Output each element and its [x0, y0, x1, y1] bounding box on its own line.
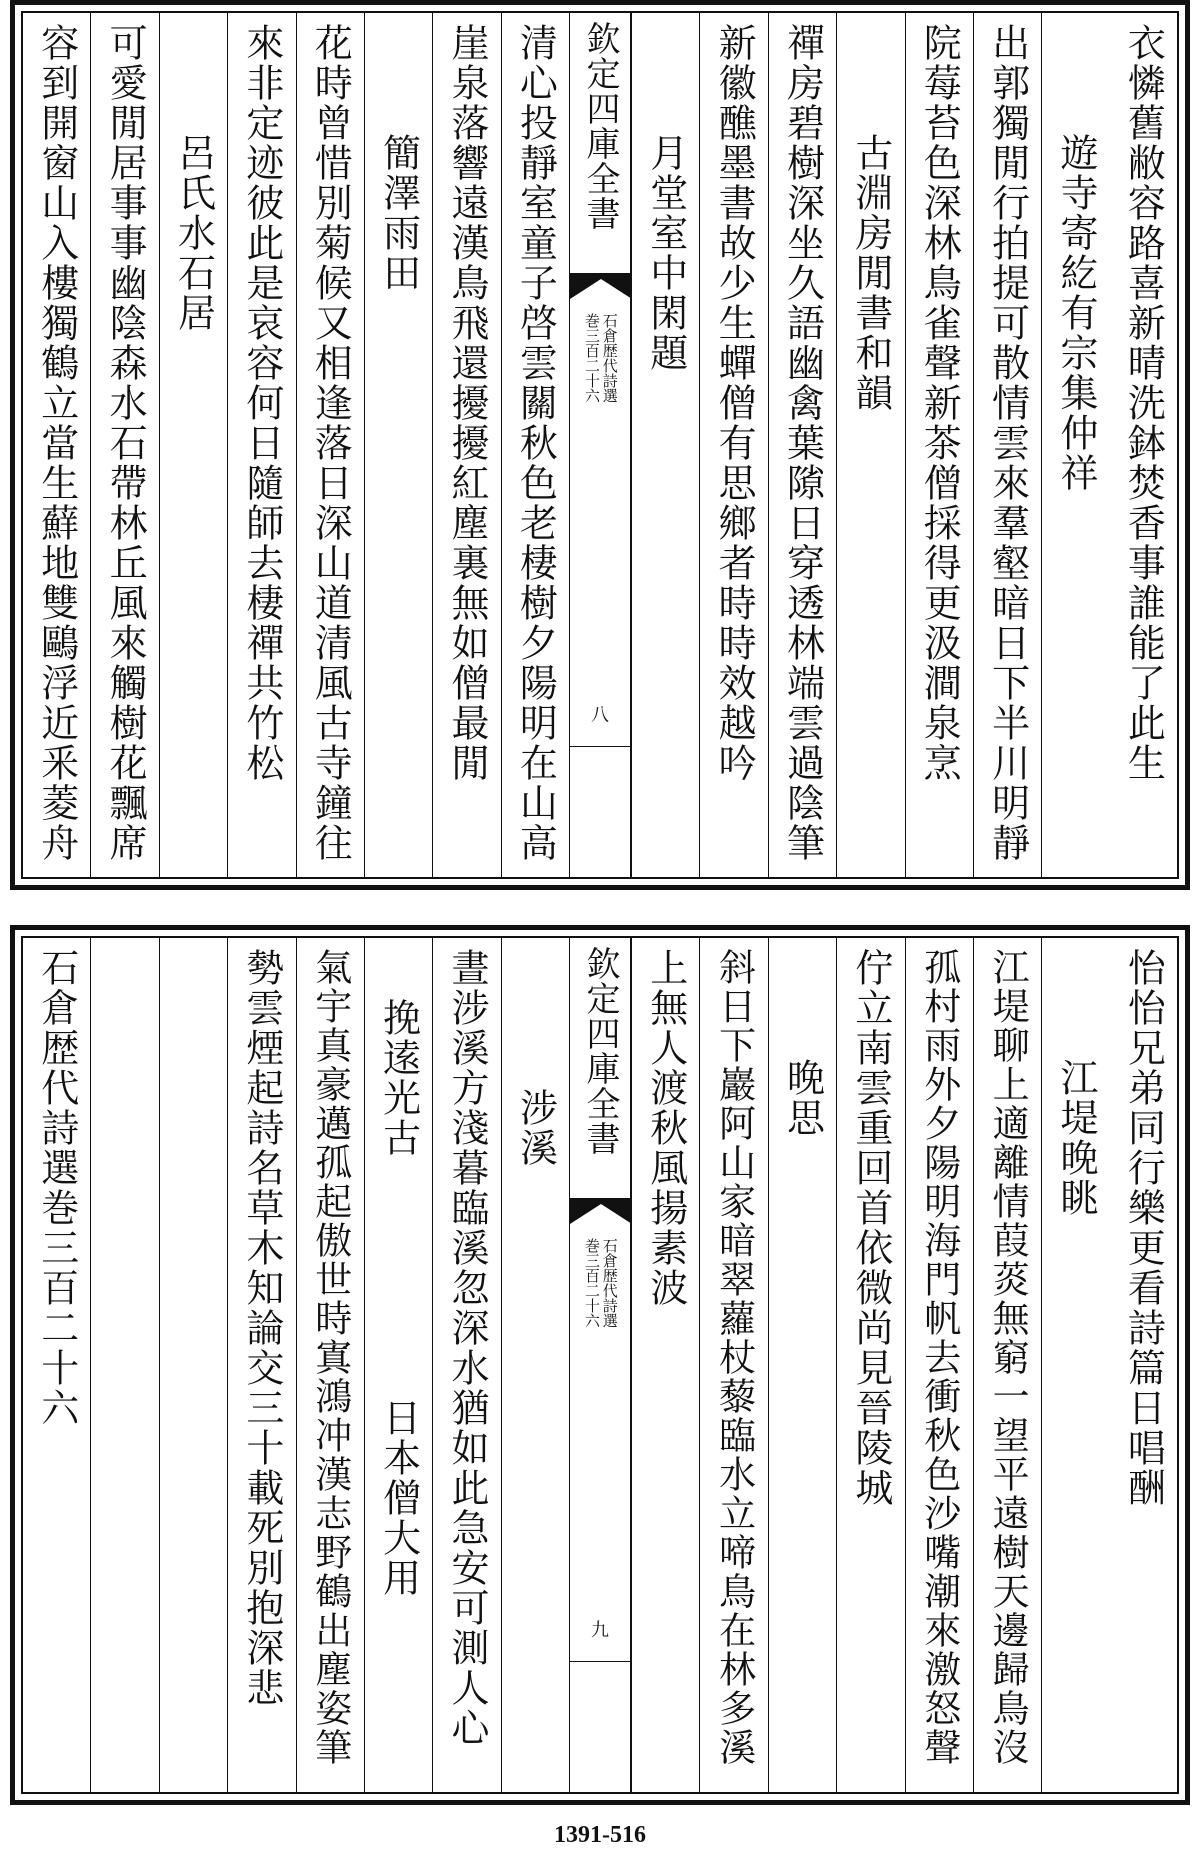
page-frame [10, 0, 1190, 890]
text-column [699, 13, 767, 877]
text-column [1110, 938, 1177, 1792]
poem-line: 勢雲煙起詩名草木知論交三十載死別抱深悲 [239, 948, 284, 1708]
text-column [905, 13, 973, 877]
text-column [836, 938, 904, 1792]
page-frame [10, 925, 1190, 1805]
top-page [0, 0, 1200, 890]
poem-line: 新徽醮墨書故少生蟬僧有思鄉者時時效越吟 [712, 23, 757, 783]
text-column [768, 13, 836, 877]
poem-line: 崖泉落響遠漢鳥飛還擾擾紅塵裏無如僧最閒 [444, 23, 489, 783]
text-column [973, 938, 1041, 1792]
text-column [631, 938, 699, 1792]
text-column [296, 938, 364, 1792]
book-title: 欽定四庫全書 [580, 946, 620, 1156]
poem-line: 怡怡兄弟同行樂更看詩篇日唱酬 [1121, 948, 1166, 1508]
page-number: 九 [591, 1620, 609, 1641]
poem-author: 日本僧大用 [376, 1398, 421, 1598]
text-column [227, 13, 295, 877]
text-column [1110, 13, 1177, 877]
text-column [296, 13, 364, 877]
text-column [631, 13, 699, 877]
poem-line: 容到開窗山入樓獨鶴立當生蘚地雙鷗浮近釆菱舟 [34, 23, 79, 863]
text-column [90, 13, 158, 877]
text-column [501, 938, 569, 1792]
fishtail-mark-icon [570, 273, 632, 299]
text-column [1041, 938, 1109, 1792]
text-column [23, 13, 90, 877]
divider [570, 1661, 630, 1662]
poem-line: 佇立南雲重回首依微尚見晉陵城 [848, 948, 893, 1508]
page-frame-inner [21, 11, 1179, 879]
bottom-page [0, 925, 1200, 1805]
poem-line: 孤村雨外夕陽明海門帆去衝秋色沙嘴潮來激怒聲 [917, 948, 961, 1767]
poem-line: 院莓苔色深林鳥雀聲新茶僧採得更汲澗泉烹 [917, 23, 962, 783]
text-column [23, 938, 90, 1792]
poem-line: 花時曾惜別菊候又相逢落日深山道清風古寺鐘往 [308, 23, 353, 863]
volume-number: 巻三百二十六 [583, 313, 601, 403]
poem-title: 江堤晚眺 [1053, 1058, 1098, 1218]
text-column [90, 938, 158, 1792]
text-column [364, 938, 432, 1792]
poem-line: 出郭獨閒行拍提可散情雲來羣壑暗日下半川明靜 [985, 23, 1030, 863]
text-column [432, 938, 500, 1792]
poem-title: 古淵房閒書和韻 [848, 133, 893, 413]
text-column [699, 938, 767, 1792]
poem-title: 晚思 [780, 1058, 825, 1138]
poem-title: 挽逺光古 [376, 998, 421, 1158]
text-column [905, 938, 973, 1792]
poem-line: 江堤聊上適離情葭菼無窮一望平遠樹天邊歸鳥沒 [986, 948, 1030, 1767]
text-column [501, 13, 569, 877]
poem-line: 上無人渡秋風揚素波 [643, 948, 688, 1308]
page-footer-code: 1391-516 [554, 1822, 646, 1848]
poem-line: 衣憐舊敝容路喜新晴洗鉢焚香事誰能了此生 [1121, 23, 1166, 783]
poem-line: 氣宇真豪邁孤起傲世時寘鴻冲漢志野鶴出塵姿筆 [308, 948, 352, 1767]
center-fold-panel [569, 938, 631, 1792]
text-column [768, 938, 836, 1792]
poem-title: 簡澤雨田 [376, 133, 421, 293]
text-column [973, 13, 1041, 877]
text-column [1041, 13, 1109, 877]
text-column [364, 13, 432, 877]
book-title: 欽定四庫全書 [580, 21, 620, 231]
poem-line: 斜日下巖阿山家暗翠蘿杖藜臨水立啼鳥在林多溪 [712, 948, 756, 1767]
center-fold-panel [569, 13, 631, 877]
anthology-title: 石倉歴代詩選 [600, 1238, 619, 1328]
text-column [432, 13, 500, 877]
center-subtitle [583, 1238, 617, 1328]
poem-title: 遊寺寄紇有宗集仲祥 [1053, 133, 1098, 493]
volume-end-line: 石倉歴代詩選巻三百二十六 [34, 948, 79, 1428]
volume-number: 巻三百二十六 [583, 1238, 601, 1328]
fishtail-mark-icon [570, 1198, 632, 1224]
page-number: 八 [591, 705, 609, 726]
center-subtitle [583, 313, 617, 403]
poem-line: 可愛閒居事事幽陰森水石帶林丘風來觸樹花飄席 [103, 23, 148, 863]
page-frame-inner [21, 936, 1179, 1794]
poem-title: 涉溪 [513, 1088, 558, 1168]
poem-title: 呂氏水石居 [171, 133, 216, 333]
text-column [836, 13, 904, 877]
poem-line: 來非定迹彼此是哀容何日隨師去棲禪共竹松 [239, 23, 284, 783]
divider [570, 746, 630, 747]
poem-line: 禪房碧樹深坐久語幽禽葉𨻶日穿透林端雲過陰筆 [780, 23, 825, 863]
poem-line: 晝涉溪方淺暮臨溪忽深水猶如此急安可測人心 [444, 948, 489, 1748]
anthology-title: 石倉歴代詩選 [600, 313, 619, 403]
poem-title: 月堂室中閑題 [643, 133, 688, 373]
poem-line: 清心投靜室童子啓雲關秋色老棲樹夕陽明在山高 [513, 23, 558, 863]
text-column [159, 13, 227, 877]
text-column [159, 938, 227, 1792]
text-column [227, 938, 295, 1792]
